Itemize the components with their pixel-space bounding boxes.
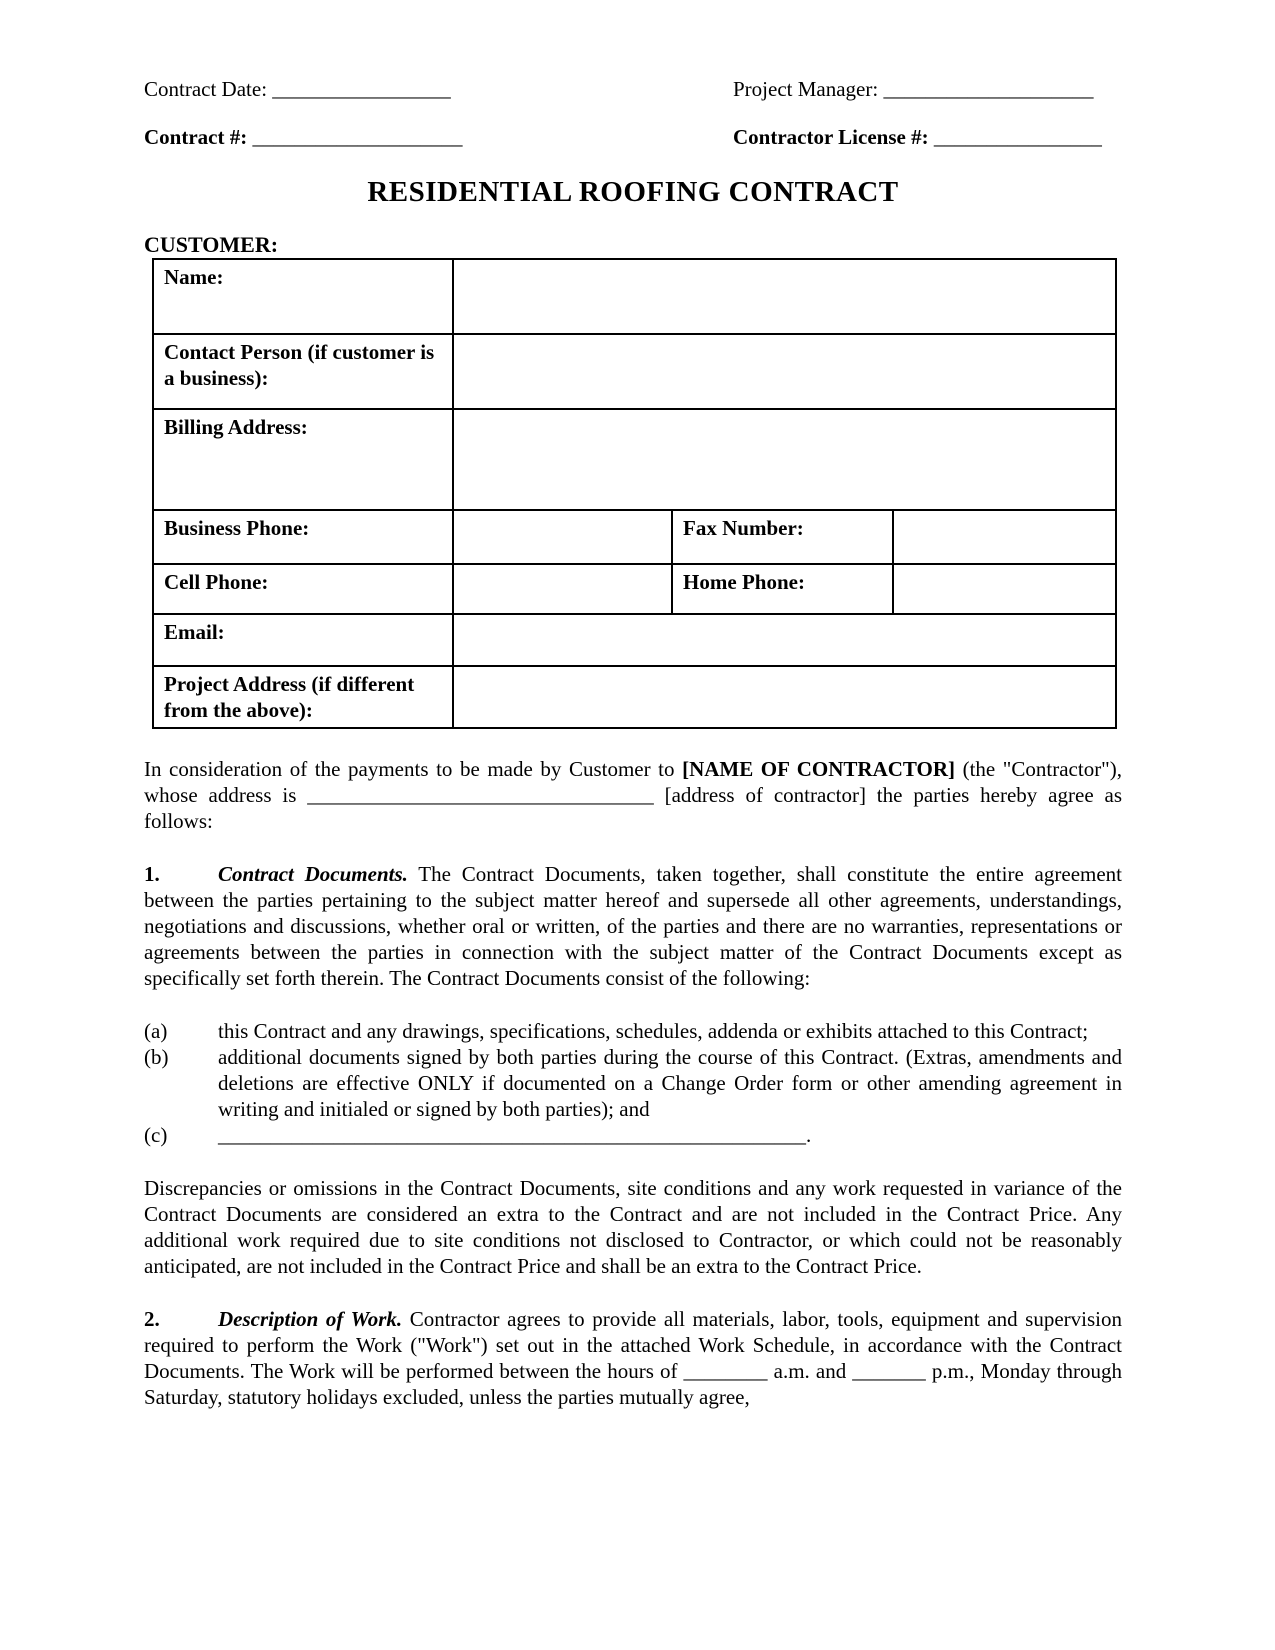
discrepancies-paragraph: Discrepancies or omissions in the Contract Documents, site conditions and any work requested in variance of the Contract Documents are considered an extra to the Contract and are not included in the Contract Price. Any additional work required due to site conditions not disclosed to Contractor, or which could not be reasonably anticipated, are not included in the Contract Price and shall be an extra to the Contract Price.	[144, 1176, 1122, 1278]
list-item-a-marker: (a)	[144, 1019, 168, 1043]
billing-address-label: Billing Address:	[153, 409, 453, 510]
contractor-license-label: Contractor License #:	[733, 125, 929, 149]
table-row-email	[153, 614, 1116, 666]
intro-paragraph: In consideration of the payments to be made by Customer to [NAME OF CONTRACTOR] (the "Contractor"), whose address is _________________________________ [address of contractor] the parties hereby agree as follows:	[144, 757, 1122, 833]
project-manager-blank: ____________________	[883, 77, 1094, 101]
list-item-a-text: this Contract and any drawings, specifications, schedules, addenda or exhibits attached to this Contract;	[218, 1019, 1089, 1043]
table-row-cell-home	[153, 564, 1116, 614]
fax-number-value-cell	[893, 510, 1116, 564]
project-address-label: Project Address (if different from the above):	[153, 666, 453, 728]
contract-date-blank: _________________	[272, 77, 451, 101]
list-item-b	[144, 1044, 1122, 1122]
email-label: Email:	[153, 614, 453, 666]
document-title: RESIDENTIAL ROOFING CONTRACT	[367, 176, 899, 208]
table-row-billing-address	[153, 409, 1116, 510]
contract-number-blank: ____________________	[252, 125, 463, 149]
name-value-cell	[453, 259, 1116, 334]
list-item-b-marker: (b)	[144, 1045, 169, 1069]
header-row-2	[144, 124, 1122, 150]
table-row-contact-person	[153, 334, 1116, 409]
list-item-a	[144, 1018, 1122, 1044]
customer-section-heading: CUSTOMER:	[144, 232, 279, 257]
contract-date-field	[144, 76, 733, 102]
name-label: Name:	[153, 259, 453, 334]
contact-person-value-cell	[453, 334, 1116, 409]
project-manager-field	[733, 76, 1122, 102]
project-address-value-cell	[453, 666, 1116, 728]
email-value-cell	[453, 614, 1116, 666]
table-row-business-fax	[153, 510, 1116, 564]
header-row-1	[144, 76, 1122, 102]
project-manager-label: Project Manager:	[733, 77, 879, 101]
list-item-c-blank: ________________________________________________________.	[218, 1123, 812, 1147]
fax-number-label: Fax Number:	[672, 510, 893, 564]
contract-number-field	[144, 124, 733, 150]
section-2-description-of-work-paragraph: 2. Description of Work. Contractor agrees to provide all materials, labor, tools, equipment and supervision required to perform the Work ("Work") set out in the attached Work Schedule, in accordance with the Contract Documents. The Work will be performed between the hours of ________ a.m. and _______ p.m., Monday through Saturday, statutory holidays excluded, unless the parties mutually agree,	[144, 1307, 1123, 1409]
customer-info-table	[152, 258, 1117, 729]
billing-address-value-cell	[453, 409, 1116, 510]
contractor-license-blank: ________________	[933, 125, 1102, 149]
contractor-license-field	[733, 124, 1122, 150]
cell-phone-value-cell	[453, 564, 672, 614]
contract-date-label: Contract Date:	[144, 77, 268, 101]
section-1-contract-documents-paragraph: 1. Contract Documents. The Contract Documents, taken together, shall constitute the entire agreement between the parties pertaining to the subject matter hereof and supersede all other agreements, understandings, negotiations and discussions, whether oral or written, of the parties and there are no warranties, representations or agreements between the parties in connection with the subject matter of the Contract Documents except as specifically set forth therein. The Contract Documents consist of the following:	[144, 862, 1123, 990]
list-item-c-marker: (c)	[144, 1123, 168, 1147]
contract-documents-list	[144, 1018, 1122, 1148]
cell-phone-label: Cell Phone:	[153, 564, 453, 614]
home-phone-value-cell	[893, 564, 1116, 614]
list-item-b-text: additional documents signed by both parties during the course of this Contract. (Extras, amendments and deletions are effective ONLY if documented on a Change Order form or other amending agreement in writing and initialed or signed by both parties); and	[218, 1045, 1122, 1121]
business-phone-value-cell	[453, 510, 672, 564]
contact-person-label: Contact Person (if customer is a business):	[153, 334, 453, 409]
table-row-project-address	[153, 666, 1116, 728]
contract-number-label: Contract #:	[144, 125, 248, 149]
list-item-c	[144, 1122, 1122, 1148]
table-row-name	[153, 259, 1116, 334]
business-phone-label: Business Phone:	[153, 510, 453, 564]
home-phone-label: Home Phone:	[672, 564, 893, 614]
